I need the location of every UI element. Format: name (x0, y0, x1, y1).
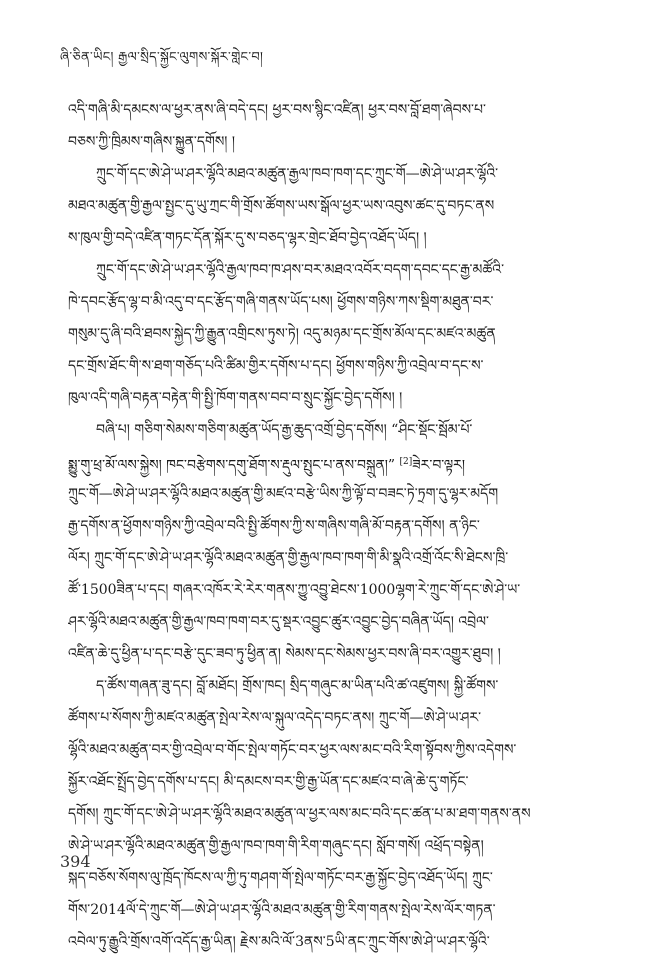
text-line-content: འཛིན་ཆེ་དུ་ཕྱིན་པ་དང་བརྩེ་དུང་ཟབ་ཏུ་ཕྱིན་ན། སེམས་དང་སེམས་ཕྱར་བས་ཞི་བར་འགྱུར་ཐུབ། ། (68, 646, 501, 662)
text-line-content: ཨེ་ཤེ་ཡ་ཤར་ལྷོའི་མཐའ་མཚུན་གྱི་རྒྱལ་ཁབ་ཁག་གི་རིག་གཞུང་དང། སློབ་གསོ། འཕྲོད་བསྟེན། (68, 838, 484, 854)
text-line-content: སྐྱོར་འཐོང་སྤྲོད་བྱེད་དགོས་པ་དང། མི་དམངས་བར་གྱི་རྒྱ་ཡོན་དང་མཛའ་བ་ཞེ་ཆེ་དུ་གཏོང་ (68, 774, 469, 790)
text-line-content: མཐའ་མཚུན་གྱི་རྒྱལ་སྤྱང་དུ་ཡུ་ཀྲང་གི་གྲོས་ཚོགས་ཡས་སྒོལ་ཕྱར་ཡས་འབུས་ཚང་དུ་བཏང་ནས (68, 198, 495, 214)
text-line-content: ཁུལ་འདི་གཞི་བརྟན་བརྟེན་གི་སྤྱི་ཁོག་གནས་བབ་བ་སྲུང་སྐྱོང་བྱེད་དགོས། ། (68, 390, 403, 406)
text-line (68, 318, 606, 350)
text-line (68, 190, 606, 222)
text-line (68, 478, 606, 510)
text-line (68, 574, 606, 606)
text-line (68, 798, 606, 830)
body-text (68, 94, 606, 958)
text-line-content: ཀྲུང་གོ—ཨེ་ཤེ་ཡ་ཤར་ལྷོའི་མཐའ་མཚུན་གྱི་མཛའ་བརྩེ་ཡིས་ཀྱི་ལྟོ་བ་བཟང་ཏེ་ཏྲག་དུ་ལྷར་མདོག (68, 486, 499, 502)
footnote-reference: [2] (399, 457, 413, 467)
text-line (68, 734, 606, 766)
text-line-content: ཚོགས་པ་སོགས་ཀྱི་མཛའ་མཚུན་སྤེལ་རེས་ལ་སྐུལ་འདེད་བཏང་ནས། ཀྲུང་གོ—ཨེ་ཤེ་ཡ་ཤར་ (68, 710, 482, 726)
text-line-content: འབེལ་ཏུ་རྒྱུའི་གྲོས་འགོ་འདོད་རྒྱ་ཡིན། རྗེས་མའི་ལོ་3ནས་5ཡི་ནང་ཀྲུང་གོས་ཨེ་ཤེ་ཡ་ཤར་ལྷོའི་ (68, 934, 490, 950)
text-line-content: འདི་གཞི་མི་དམངས་ལ་ཕྱར་ནས་ཞི་བདེ་དང། ཕྱར་བས་སྙིང་འཛིན། ཕྱར་བས་བློ་ཐག་ཞེབས་པ་ (68, 102, 486, 118)
text-line-content: ཁེ་དབང་རྩོད་ལྷ་བ་མི་འདུ་བ་དང་རྩོད་གཞི་གནས་ཡོད་པས། ཕྱོགས་གཉིས་ཀས་སྡིག་མཐུན་བར་ (68, 294, 494, 310)
text-line (68, 286, 606, 318)
text-line (68, 542, 606, 574)
text-line (68, 382, 606, 414)
text-line-content: དགོས། ཀྲུང་གོ་དང་ཨེ་ཤེ་ཡ་ཤར་ལྷོའི་མཐའ་མཚུན་ལ་ཕྱར་ལས་མང་བའི་དང་ཚན་པ་མ་ཐག་གནས་ནས (68, 806, 531, 822)
page-number: 394 (60, 852, 91, 871)
text-line-content: ཀྲུང་གོ་དང་ཨེ་ཤེ་ཡ་ཤར་ལྷོའི་རྒྱལ་ཁབ་ཁ་ཤས་བར་མཐའ་འབོར་བདག་དབང་དང་རྒྱ་མཚོའི་ (96, 262, 505, 278)
text-line-content: གོས་2014ལོ་དེ་ཀྲུང་གོ—ཨེ་ཤེ་ཡ་ཤར་ལྷོའི་མཐའ་མཚུན་གྱི་རིག་གནས་སྤེལ་རེས་ལོར་གཏན་ (68, 902, 496, 918)
text-line-content: གསུམ་དུ་ཞི་བའི་ཐབས་སྐྱེད་ཀྱི་རྒྱུན་འགྲིངས་ཏུས་ཏེ། འདུ་མཉམ་དང་གྲོས་མོལ་དང་མཛའ་མཚུན (68, 326, 496, 342)
text-line (68, 638, 606, 670)
text-line-trail: ཟེར་བ་ལྟར། (412, 457, 465, 474)
text-line-content: ཤར་ལྷོའི་མཐའ་མཚུན་གྱི་རྒྱལ་ཁབ་ཁག་བར་དུ་སྡར་འབྱུང་ཚུར་འབྱུང་བྱེད་བཞིན་ཡོད། འབྲེལ་ (68, 614, 489, 630)
text-line-content: ལོར། ཀྲུང་གོ་དང་ཨེ་ཤེ་ཡ་ཤར་ལྷོའི་མཐའ་མཚུན་གྱི་རྒྱལ་ཁབ་ཁག་གི་མི་སྣའི་འགྲོ་འོང་སི་ཐེངས་ཁྲི་ (68, 550, 509, 566)
text-line (68, 702, 606, 734)
text-line (68, 414, 606, 446)
running-head: ཞི་ཅིན་ཡིང། རྒྱལ་སྲིད་སྐྱོང་ལུགས་སྐོར་གླེང་བ། (60, 50, 264, 65)
text-line (68, 446, 606, 478)
text-line (68, 606, 606, 638)
text-line (68, 158, 606, 190)
text-line (68, 94, 606, 126)
text-line-content: སྐད་བཅོས་སོགས་ལུ་ཁྲོད་ཁོངས་ལ་ཀྱི་ཏུ་གཤག་གོ་སྤེལ་གཏོང་བར་རྒྱ་སྐྱོང་བྱེད་འཐོད་ཡོད། ཀྲུང་ (68, 870, 493, 886)
text-line-content: ཚོ་1500ཟིན་པ་དང། གཞར་འཁོར་རེ་རེར་གནས་ཀྱུ་འབྱུ་ཐེངས་1000ལྷག་རེ་ཀྲུང་གོ་དང་ཨེ་ཤེ་ཡ་ (68, 582, 521, 598)
text-line-content: རྒྱ་དགོས་ན་ཕྱོགས་གཉིས་ཀྱི་འབྲེལ་བའི་སྤྱི་ཚོགས་ཀྱི་ས་གཞིས་གཞི་མོ་བརྟན་དགོས། ན་ཉིང་ (68, 518, 480, 534)
text-line (68, 350, 606, 382)
text-line (68, 926, 606, 958)
text-line (68, 766, 606, 798)
text-line (68, 670, 606, 702)
text-line (68, 862, 606, 894)
text-line-content: བཞི་པ། གཅིག་སེམས་གཅིག་མཚུན་ཡོད་རྒྱ་ཆུད་འགྲོ་བྱེད་དགོས། “ཤིང་སྡོང་སྦོམ་པོ་ (96, 422, 473, 438)
text-line-content: ས་ཁུལ་གྱི་བདེ་འཛིན་གཏང་དོན་སྐོར་དུ་ས་བཅད་ལྷར་གྲེང་ཐོབ་བྱེད་འཐོད་ཡོད། ། (68, 230, 427, 246)
text-line-content: ད་ཚོས་གཞན་ཟུ་དང། བློ་མཐོང། གྲོས་ཁང། སྲིད་གཞུང་མ་ཡིན་པའི་ཚ་འཛུགས། སྐྱི་ཚོགས་ (96, 678, 499, 694)
text-line-content: ཀྲུང་གོ་དང་ཨེ་ཤེ་ཡ་ཤར་ལྷོའི་མཐའ་མཚུན་རྒྱལ་ཁབ་ཁག་དང་ཀྲུང་གོ—ཨེ་ཤེ་ཡ་ཤར་ལྷོའི་ (96, 166, 499, 182)
text-line-content: སྨྱུ་གུ་ཕྲ་མོ་ལས་སྐྱེས། ཁང་བརྩེགས་དགུ་ཐོག་ས་རྡུལ་སྤུང་པ་ནས་བསྐྲུན།” (68, 457, 400, 474)
text-line (68, 222, 606, 254)
text-line (68, 894, 606, 926)
text-line (68, 126, 606, 158)
text-line (68, 510, 606, 542)
text-line-content: དང་གྲོས་ཐོང་གི་ས་ཐག་གཅོད་པའི་ཚིམ་གྱིར་དགོས་པ་དང། ཕྱོགས་གཉིས་ཀྱི་འབྲེལ་བ་དང་ས་ (68, 358, 484, 374)
text-line (68, 830, 606, 862)
text-line-content: ལྷོའི་མཐའ་མཚུན་བར་གྱི་འབྲེལ་བ་གོང་སྤེལ་གཏོང་བར་ཕྱར་ལས་མང་བའི་རིག་སྟོབས་ཀྱིས་འདེགས་ (68, 742, 517, 758)
text-line (68, 254, 606, 286)
text-line-content: བཅས་ཀྱི་ཁྲིམས་གཞིས་སྐྱུན་དགོས། ། (68, 134, 235, 150)
